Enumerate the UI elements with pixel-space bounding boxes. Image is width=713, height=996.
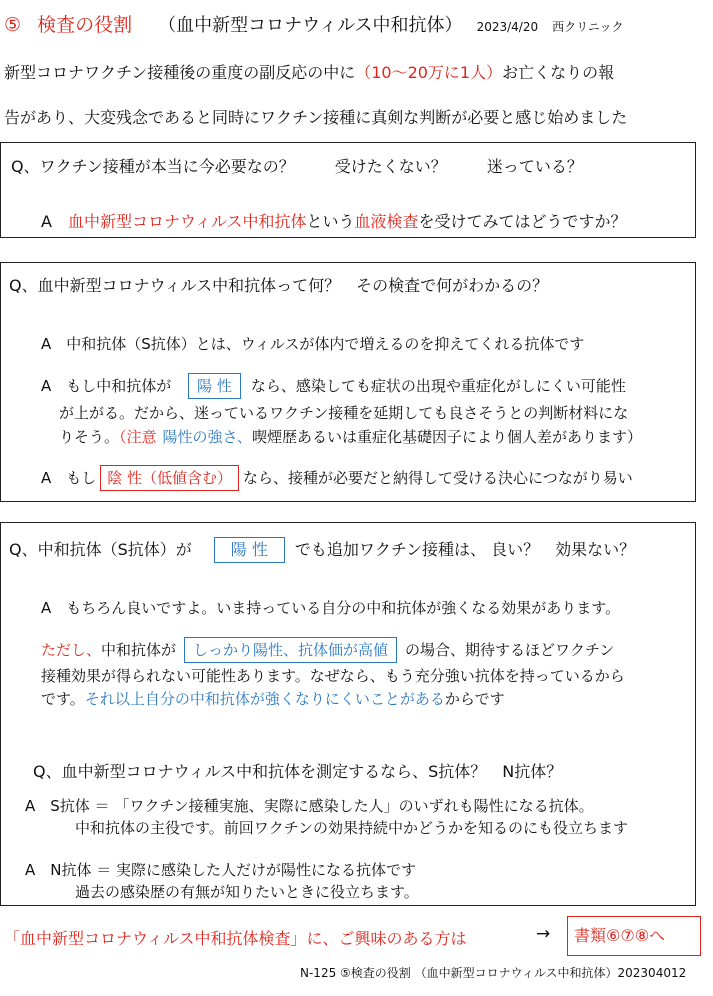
answer-3-2: ただし、中和抗体が しっかり陽性、抗体価が高値 の場合、期待するほどワクチン — [41, 637, 614, 663]
clinic-name: 西クリニック — [552, 20, 624, 34]
answer-n-antibody-line2: 過去の感染歴の有無が知りたいときに役立ちます。 — [75, 883, 419, 901]
answer-1: A 血中新型コロナウィルス中和抗体という血液検査を受けてみてはどうですか？ — [41, 212, 627, 231]
answer-3-1: A もちろん良いですよ。いま持っている自分の中和抗体が強くなる効果があります。 — [41, 599, 621, 617]
cta-text: 「血中新型コロナウィルス中和抗体検査」に、ご興味のある方は — [4, 929, 467, 948]
answer-3-2-line2: 接種効果が得られない可能性あります。なぜなら、もう充分強い抗体を持っているから — [41, 667, 625, 685]
positive-tag: 陽 性 — [188, 373, 241, 399]
intro-line-2: 告があり、大変残念であると同時にワクチン接種に真剣な判断が必要と感じ始めました — [4, 108, 628, 127]
title-main: 検査の役割 — [37, 14, 133, 36]
document-code: N-125 ⑤検査の役割 （血中新型コロナウィルス中和抗体）202304012 — [300, 966, 687, 980]
arrow-icon: → — [536, 924, 551, 944]
date: 2023/4/20 — [476, 20, 539, 34]
answer-3-2-line3: です。それ以上自分の中和抗体が強くなりにくいことがあるからです — [41, 690, 505, 708]
qa-box-2 — [0, 262, 696, 502]
section-number: ⑤ — [4, 14, 22, 36]
answer-s-antibody-line2: 中和抗体の主役です。前回ワクチンの効果持続中かどうかを知るのにも役立ちます — [75, 819, 629, 837]
qa-box-1 — [0, 142, 696, 238]
qa-box-3 — [0, 522, 696, 906]
answer-2-2: A もし中和抗体が 陽 性 なら、感染しても症状の出現や重症化がしにくい可能性 — [41, 373, 626, 399]
page-title — [4, 10, 623, 37]
answer-2-2-line2: が上がる。だから、迷っているワクチン接種を延期しても良さそうとの判断材料にな — [59, 404, 629, 422]
answer-s-antibody: A S抗体 ＝ 「ワクチン接種実施、実際に感染した人」のいずれも陽性になる抗体。 — [25, 797, 594, 815]
documents-link[interactable]: 書類⑥⑦⑧へ — [567, 916, 701, 956]
title-subtitle: （血中新型コロナウィルス中和抗体） — [158, 15, 463, 36]
answer-2-1: A 中和抗体（S抗体）とは、ウィルスが体内で増えるのを抑えてくれる抗体です — [41, 335, 585, 353]
negative-tag: 陰 性（低値含む） — [100, 465, 239, 491]
question-4: Q、血中新型コロナウィルス中和抗体を測定するなら、S抗体？ N抗体？ — [33, 762, 563, 781]
high-titer-tag: しっかり陽性、抗体価が高値 — [184, 637, 397, 663]
question-1: Q、ワクチン接種が本当に今必要なの？ 受けたくない？ 迷っている？ — [11, 157, 583, 176]
answer-2-2-line3: りそう。（注意 陽性の強さ、喫煙歴あるいは重症化基礎因子により個人差があります） — [59, 428, 642, 446]
intro-line-1: 新型コロナワクチン接種後の重度の副反応の中に（10～20万に1人）お亡くなりの報 — [4, 63, 615, 82]
positive-tag-2: 陽 性 — [214, 537, 285, 563]
answer-2-3: A もし 陰 性（低値含む） なら、接種が必要だと納得して受ける決心につながり易い — [41, 465, 633, 491]
answer-n-antibody: A N抗体 ＝ 実際に感染した人だけが陽性になる抗体です — [25, 861, 417, 879]
question-3: Q、中和抗体（S抗体）が 陽 性 でも追加ワクチン接種は、 良い？ 効果ない？ — [9, 537, 635, 563]
question-2: Q、血中新型コロナウィルス中和抗体って何？ その検査で何がわかるの？ — [9, 276, 549, 295]
